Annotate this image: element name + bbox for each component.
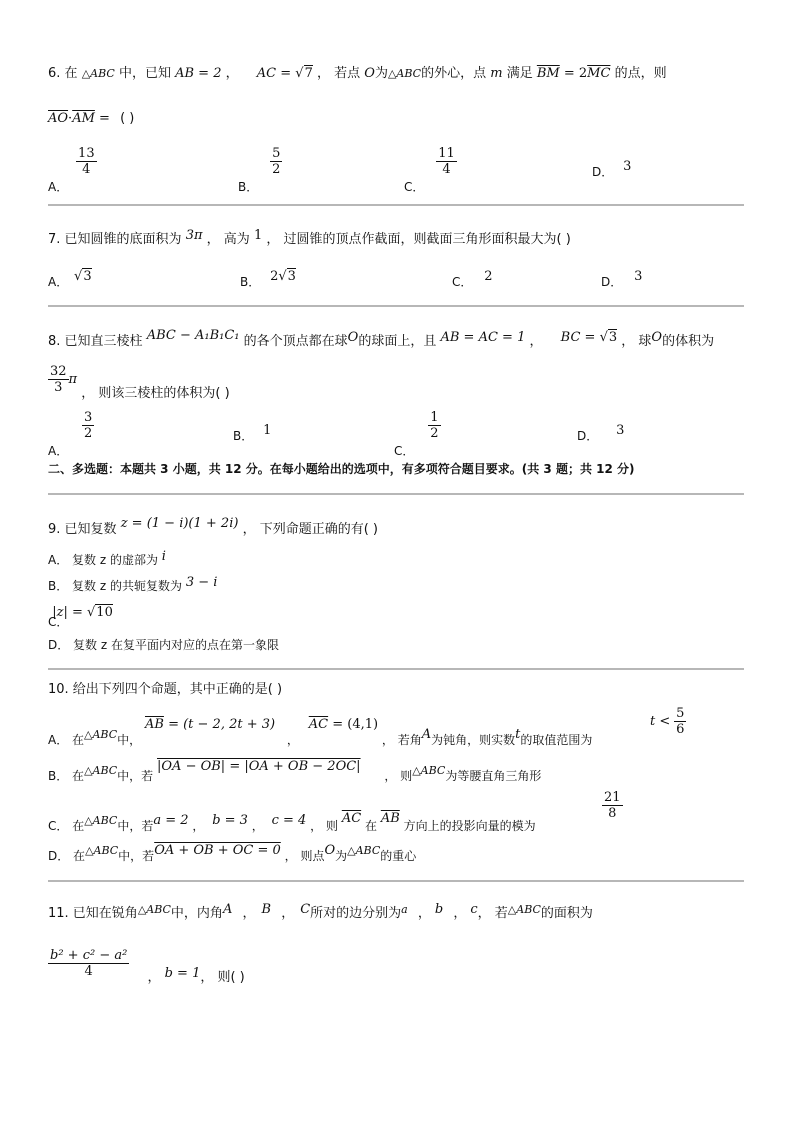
option-text: ， 则	[310, 819, 338, 833]
option-text: 方向上的投影向量的模为	[403, 819, 536, 833]
option-value: 10	[96, 605, 113, 620]
option-value: 1	[263, 423, 272, 438]
q8-option-c	[394, 410, 441, 458]
q7-option-c	[452, 268, 493, 289]
point-o: O	[324, 843, 336, 858]
q7-text: 7. 已知圆锥的底面积为	[48, 232, 182, 247]
q7-option-b: B． 2√3	[240, 269, 296, 289]
q7-area: 3π	[185, 228, 203, 243]
q7-text: ， 高为	[206, 232, 250, 247]
option-text: 为	[335, 849, 348, 863]
q11-text: ， 若	[477, 906, 508, 921]
option-value: 3 − i	[185, 575, 218, 590]
q6-option-c	[404, 146, 457, 194]
option-text: ， 则	[384, 769, 413, 783]
option-label: A．	[48, 275, 69, 289]
divider	[48, 305, 744, 307]
q7-stem	[48, 228, 571, 248]
option-text: D． 复数 z 在复平面内对应的点在第一象限	[48, 638, 279, 652]
triangle-abc: △ABC	[347, 844, 381, 857]
vector-expression: OA + OB + OC = 0	[154, 843, 281, 858]
q6-option-b	[238, 146, 282, 194]
option-label: D．	[577, 429, 599, 443]
triangle-abc: △ABC	[137, 903, 171, 916]
vector-mc: $\overline{MC}$	[587, 66, 611, 81]
option-value: 3	[616, 423, 625, 438]
fraction: $\frac{13}{4}$	[78, 146, 95, 177]
option-value: 3	[83, 269, 92, 284]
point-m: m	[490, 66, 503, 81]
divider	[48, 493, 744, 495]
prism-label: ABC − A₁B₁C₁	[146, 328, 240, 343]
q6-option-a	[48, 146, 97, 194]
q9-option-c: C． |z| = √10	[48, 605, 113, 629]
vector-ac: $\overline{AC}$	[341, 811, 362, 826]
q8-text: 的球面上，且	[358, 334, 437, 349]
option-value: 3	[623, 159, 632, 174]
side-b: b = 3	[212, 813, 248, 828]
q8-stem-line1: 8. 已知直三棱柱 ABC − A₁B₁C₁ 的各个顶点都在球O的球面上，且 AB = AC = 1 ， BC = √3 ， 球O的体积为	[48, 328, 715, 349]
q6-eq: = 2	[559, 66, 588, 81]
vector-expression: |OA − OB| = |OA + OB − 2OC|	[157, 759, 361, 774]
q9-option-a	[48, 549, 166, 569]
option-text: 为等腰直角三角形	[445, 769, 542, 783]
q8-text: 的体积为	[662, 334, 715, 349]
q8-text: ，	[529, 334, 543, 349]
fraction: $\frac{5}{2}$	[272, 146, 281, 177]
vector-ab: $\overline{AB}$	[144, 717, 164, 732]
q8-bc-root: 3	[608, 330, 618, 345]
option-value: = (t − 2, 2t + 3)	[163, 717, 276, 732]
option-value: |z| =	[52, 605, 87, 620]
triangle-abc: △ABC	[507, 903, 541, 916]
option-value: 3	[634, 269, 643, 284]
option-value: 2	[270, 269, 279, 284]
option-text: 中，若	[117, 819, 154, 833]
option-label: D． 在	[48, 849, 86, 863]
option-value: 2	[484, 269, 493, 284]
option-label: B．	[240, 275, 261, 289]
triangle-abc: △ABC	[84, 814, 118, 827]
q10-option-a	[48, 716, 593, 747]
angle-c: C	[300, 902, 311, 917]
q6-number: 6.	[48, 66, 61, 81]
triangle-abc: △ABC	[81, 67, 115, 80]
q7-option-d	[601, 268, 643, 289]
option-label: C．	[452, 275, 473, 289]
option-text: 的重心	[380, 849, 417, 863]
q11-b-value: b = 1	[164, 966, 201, 981]
q8-text: 8. 已知直三棱柱	[48, 334, 143, 349]
q6-text: 为	[374, 66, 388, 81]
q8-text: ， 则该三棱柱的体积为( )	[81, 386, 230, 401]
side-a: a	[401, 903, 408, 916]
q6-stem-line1: 6. 在 △ABC 中，已知 AB = 2 ， AC = √7 ， 若点 O为△ABC的外心，点 m 满足 $\overline{BM} = 2\overline{MC}$ 的点，则	[48, 66, 667, 81]
q9-stem	[48, 516, 378, 538]
triangle-abc: △ABC	[84, 764, 118, 777]
q7-height: 1	[253, 228, 263, 243]
option-label: A．	[48, 180, 69, 194]
q6-stem-line2	[48, 111, 134, 127]
option-label: C． 在	[48, 819, 85, 833]
q7-option-a: A． √3	[48, 269, 92, 289]
vector-am: $\overline{AM}$	[72, 111, 95, 126]
q8-ab-ac: AB = AC = 1	[440, 330, 526, 345]
fraction: $\frac{\text{b² + c² − a²}}{4}$	[50, 948, 128, 979]
option-text: B． 复数 z 的共轭复数为	[48, 579, 182, 593]
triangle-abc: △ABC	[85, 844, 119, 857]
q11-text: 所对的边分别为	[310, 906, 402, 921]
option-text: ，	[286, 733, 299, 747]
option-label: B．	[238, 180, 259, 194]
vector-ab: $\overline{AB}$	[380, 811, 400, 826]
fraction: $\frac{32}{3}$	[50, 364, 67, 395]
option-text: 中，若	[117, 769, 154, 783]
q6-ac: AC =	[256, 66, 296, 81]
q8-option-b	[233, 422, 272, 443]
var-t: t	[515, 727, 521, 742]
side-b: b	[434, 902, 444, 917]
q6-text: 中，已知	[118, 66, 171, 81]
q8-text: 的各个顶点都在球	[243, 334, 348, 349]
q10-option-b	[48, 759, 542, 783]
q6-ac-root: 7	[304, 66, 313, 81]
q10-option-d	[48, 842, 417, 863]
option-text: 的取值范围为	[520, 733, 593, 747]
q11-text: 11. 已知在锐角	[48, 906, 138, 921]
fraction: $\frac{1}{2}$	[430, 410, 439, 441]
triangle-abc: △ABC	[387, 67, 422, 80]
q8-bc: BC =	[560, 330, 600, 345]
option-value: t <	[650, 714, 671, 729]
option-label: A． 在	[48, 733, 85, 747]
option-label: C．	[48, 615, 69, 629]
q6-text: ， 若点	[317, 66, 361, 81]
q8-stem-line2	[48, 364, 230, 401]
option-label: B．	[233, 429, 254, 443]
q11-text: 中，内角	[170, 906, 223, 921]
option-text: ， 若角	[381, 733, 422, 747]
q6-ab: AB = 2	[175, 66, 222, 81]
q11-stem-line2	[48, 948, 245, 985]
option-value: i	[161, 549, 166, 564]
q11-text: 的面积为	[540, 906, 593, 921]
divider	[48, 880, 744, 882]
vector-ac: $\overline{AC}$	[308, 717, 329, 732]
option-label: A．	[48, 444, 69, 458]
answer-blank: ( )	[120, 111, 135, 126]
fraction: $\frac{21}{8}$	[604, 790, 621, 821]
option-text: ， 则点	[284, 849, 325, 863]
option-label: C．	[394, 444, 415, 458]
q6-text: 在	[64, 66, 78, 81]
q11-text: ，	[147, 970, 165, 985]
q10-stem: 10. 给出下列四个命题，其中正确的是( )	[48, 682, 283, 697]
q10-option-c-answer	[602, 790, 623, 821]
option-label: C．	[404, 180, 425, 194]
q9-text: ， 下列命题正确的有( )	[242, 522, 378, 537]
angle-a: A	[222, 902, 233, 917]
option-label: D．	[601, 275, 623, 289]
divider	[48, 204, 744, 206]
q6-text: 的点，则	[614, 66, 667, 81]
q9-option-d	[48, 637, 279, 653]
side-c: c	[470, 902, 478, 917]
option-label: B． 在	[48, 769, 85, 783]
q7-text: ， 过圆锥的顶点作截面，则截面三角形面积最大为( )	[266, 232, 571, 247]
side-c: c = 4	[271, 813, 307, 828]
sphere-o: O	[651, 330, 663, 345]
option-label: D．	[592, 165, 614, 179]
fraction: $\frac{11}{4}$	[438, 146, 455, 177]
triangle-abc: △ABC	[84, 728, 118, 741]
vector-ao: $\overline{AO}$	[48, 111, 69, 126]
fraction: $\frac{5}{6}$	[676, 706, 685, 737]
angle-b: B	[261, 902, 272, 917]
q11-stem-line1: 11. 已知在锐角$^{\triangle ABC}$中，内角A ， B ， C所对的边分别为$^a$ ， b ， c， 若$^{\triangle ABC}$的面积为	[48, 902, 593, 921]
sphere-o: O	[347, 330, 359, 345]
complex-z: z = (1 − i)(1 + 2i)	[120, 516, 239, 531]
option-text: 中，	[117, 733, 142, 747]
q9-option-b	[48, 575, 218, 595]
fraction: $\frac{3}{2}$	[84, 410, 93, 441]
point-o: O	[364, 66, 375, 81]
q8-option-d	[577, 422, 625, 443]
q6-option-d	[592, 158, 632, 179]
option-value: 3	[287, 269, 296, 284]
pi-symbol: π	[68, 372, 78, 387]
section-2-heading: 二、多选题：本题共 3 小题，共 12 分。在每小题给出的选项中，有多项符合题目要求。(共 3 题；共 12 分)	[48, 462, 635, 476]
option-text: 中，若	[118, 849, 155, 863]
option-value: = (4,1)	[328, 717, 379, 732]
triangle-abc: △ABC	[412, 764, 446, 777]
q6-text: 的外心，点	[421, 66, 487, 81]
q6-eq: =	[94, 111, 110, 126]
vector-bm: $\overline{BM}$	[536, 66, 560, 81]
option-text: 为钝角，则实数	[431, 733, 516, 747]
q10-option-a-answer	[650, 706, 686, 737]
q8-text: ， 球	[621, 334, 652, 349]
divider	[48, 668, 744, 670]
q8-option-a	[48, 410, 94, 458]
q6-text: 满足	[506, 66, 533, 81]
q10-option-c: C． 在△ABC中，若a = 2 ， b = 3 ， c = 4 ， 则 $\overline{AC}$ 在 $\overline{AB}$ 方向上的投影向量的模为	[48, 811, 536, 833]
q11-text: ， 则( )	[200, 970, 245, 985]
option-text: A． 复数 z 的虚部为	[48, 553, 158, 567]
q9-text: 9. 已知复数	[48, 522, 117, 537]
q6-text: ，	[225, 66, 239, 81]
dot-operator: ·	[68, 111, 73, 126]
option-text: 在	[364, 819, 377, 833]
side-a: a = 2	[153, 813, 189, 828]
angle-a: A	[421, 727, 432, 742]
